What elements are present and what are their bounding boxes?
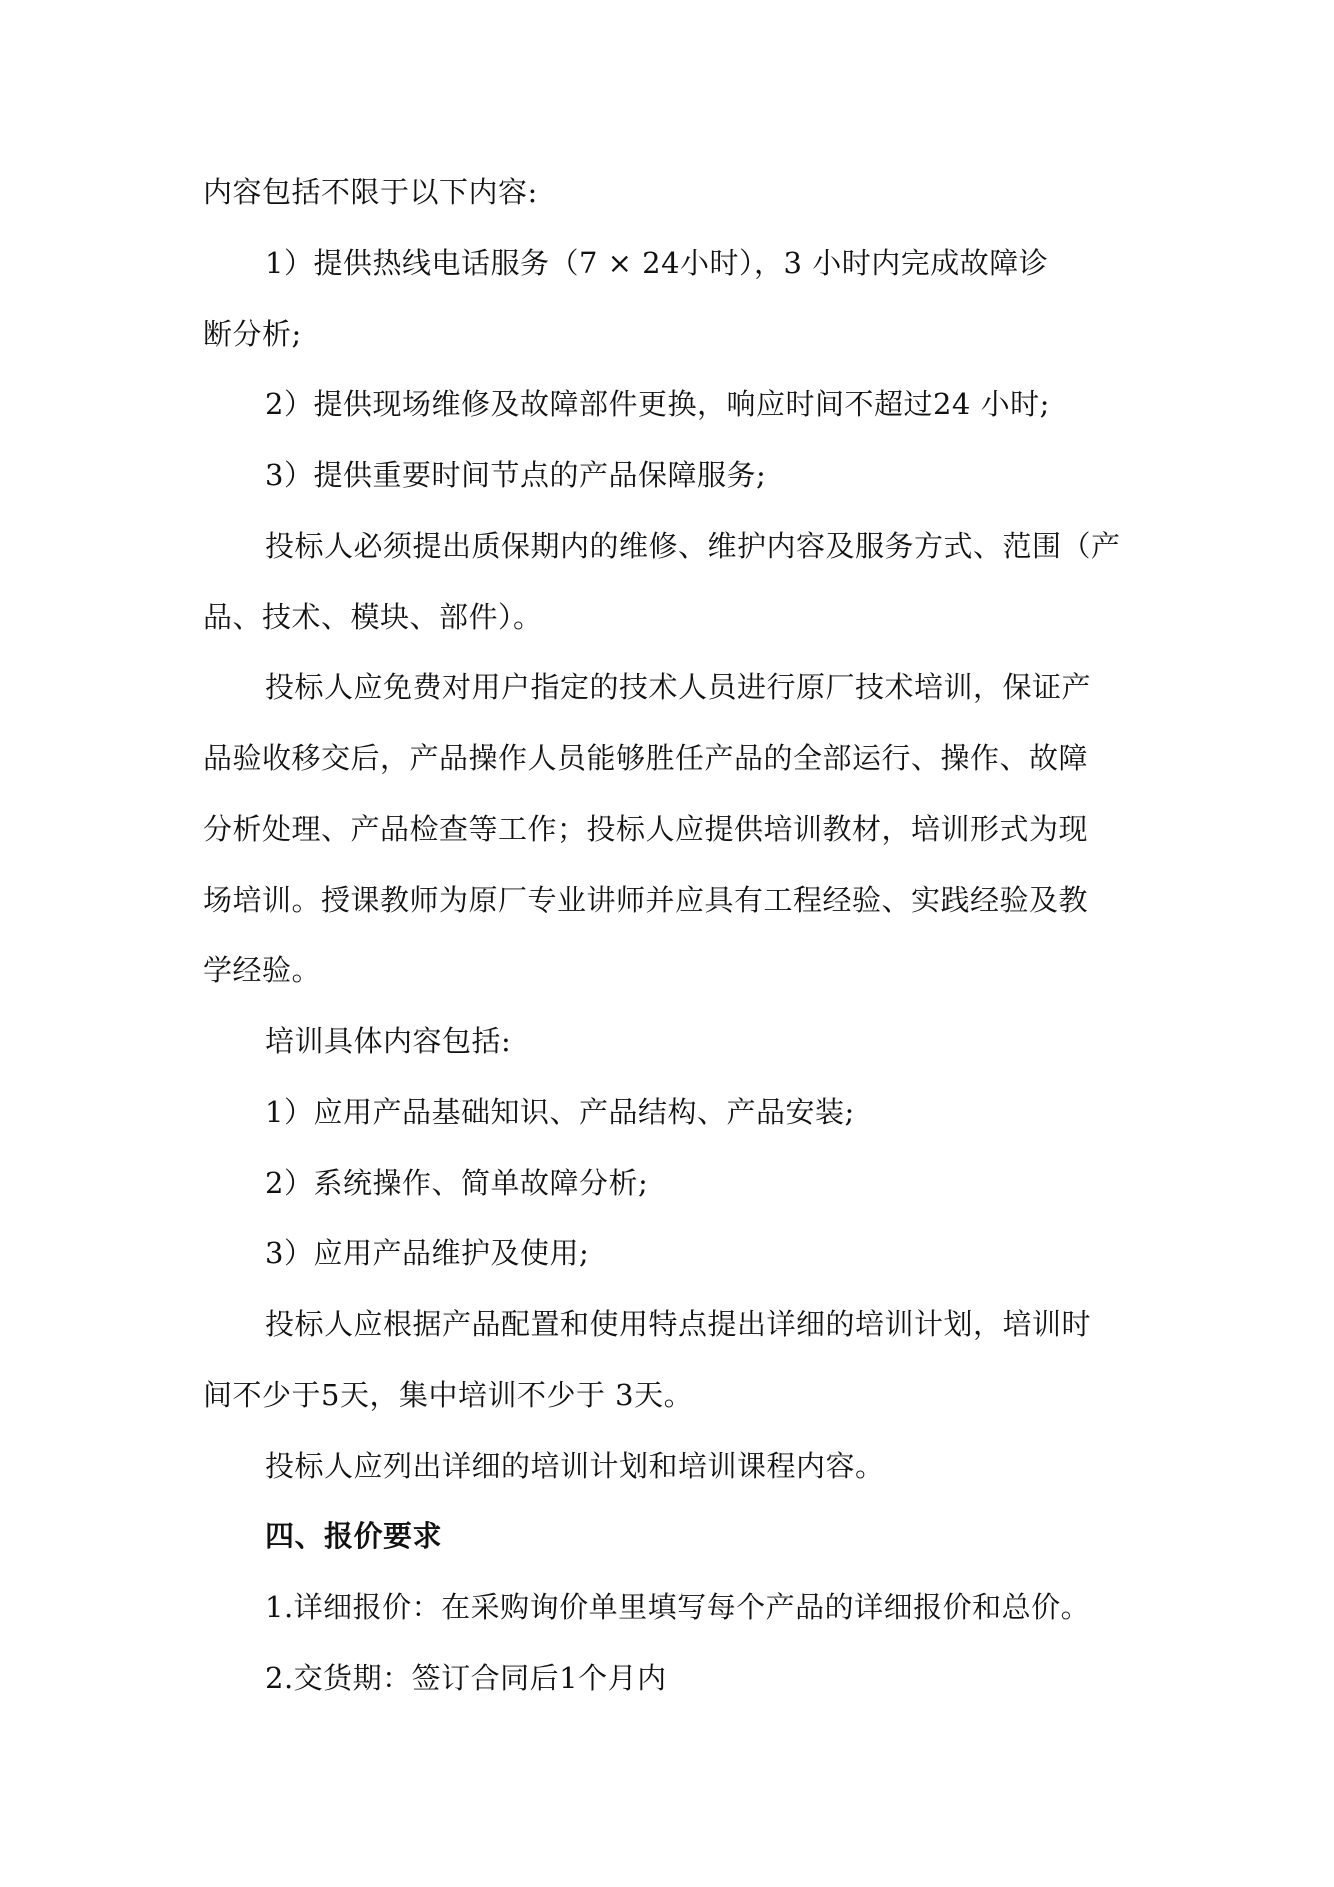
text-line: 1）提供热线电话服务（7 × 24小时），3 小时内完成故障诊 bbox=[265, 246, 1049, 280]
text-line: 学经验。 bbox=[203, 953, 322, 987]
section-heading: 四、报价要求 bbox=[265, 1519, 443, 1553]
text-line: 间不少于5天，集中培训不少于 3天。 bbox=[203, 1378, 694, 1412]
text-line: 投标人应免费对用户指定的技术人员进行原厂技术培训，保证产 bbox=[265, 670, 1092, 704]
text-line: 1）应用产品基础知识、产品结构、产品安装; bbox=[265, 1095, 855, 1129]
text-line: 2.交货期：签订合同后1个月内 bbox=[265, 1661, 667, 1695]
text-line: 培训具体内容包括: bbox=[265, 1024, 512, 1058]
text-line: 3）提供重要时间节点的产品保障服务; bbox=[265, 458, 767, 492]
text-line: 投标人必须提出质保期内的维修、维护内容及服务方式、范围（产 bbox=[265, 529, 1121, 563]
text-line: 分析处理、产品检查等工作；投标人应提供培训教材，培训形式为现 bbox=[203, 812, 1089, 846]
text-line: 品验收移交后，产品操作人员能够胜任产品的全部运行、操作、故障 bbox=[203, 741, 1089, 775]
text-line: 品、技术、模块、部件）。 bbox=[203, 600, 543, 634]
text-line: 断分析; bbox=[203, 317, 302, 351]
text-line: 投标人应根据产品配置和使用特点提出详细的培训计划，培训时 bbox=[265, 1307, 1092, 1341]
text-line: 2）提供现场维修及故障部件更换，响应时间不超过24 小时; bbox=[265, 387, 1050, 421]
text-line: 场培训。授课教师为原厂专业讲师并应具有工程经验、实践经验及教 bbox=[203, 883, 1089, 917]
text-line: 投标人应列出详细的培训计划和培训课程内容。 bbox=[265, 1449, 885, 1483]
text-line: 内容包括不限于以下内容: bbox=[203, 175, 538, 209]
text-line: 3）应用产品维护及使用; bbox=[265, 1236, 590, 1270]
text-line: 2）系统操作、简单故障分析; bbox=[265, 1166, 649, 1200]
text-line: 1.详细报价：在采购询价单里填写每个产品的详细报价和总价。 bbox=[265, 1590, 1091, 1624]
